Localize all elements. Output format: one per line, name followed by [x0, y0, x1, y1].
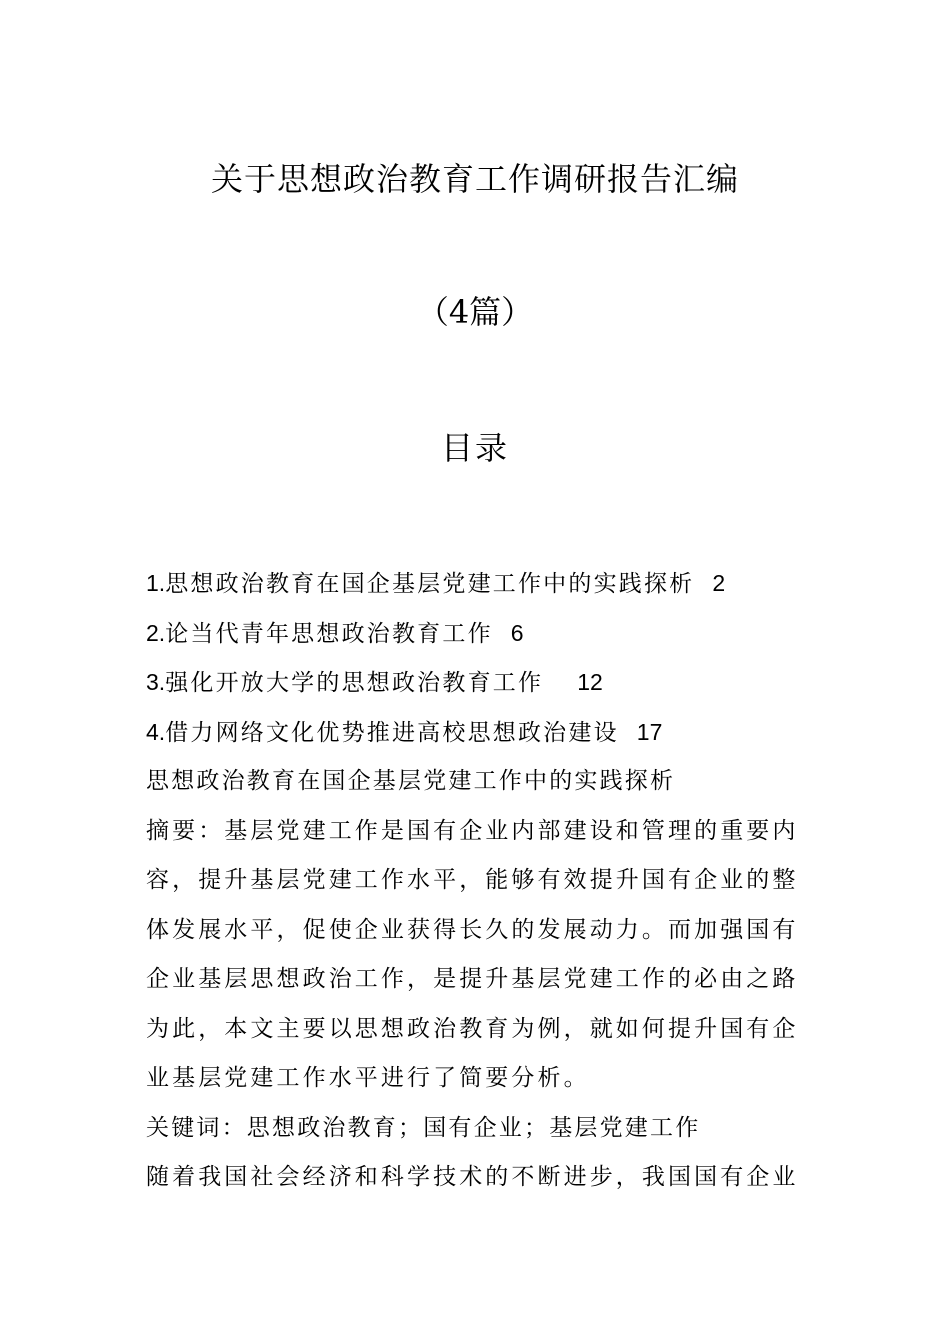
toc-entry-page: 17	[636, 718, 663, 745]
keywords-line: 关键词：思想政治教育；国有企业；基层党建工作	[146, 1114, 701, 1141]
document-subtitle: （4篇）	[416, 293, 534, 331]
toc-entry-page: 12	[577, 669, 603, 695]
toc-entry-number: 3.	[146, 669, 166, 695]
toc-entry-title: 强化开放大学的思想政治教育工作	[165, 670, 544, 696]
abstract-line: 企业基层思想政治工作，是提升基层党建工作的必由之路	[146, 966, 799, 992]
toc-entry-number: 4.	[146, 718, 166, 745]
toc-entry-title: 思想政治教育在国企基层党建工作中的实践探析	[165, 571, 695, 597]
abstract-line: 体发展水平，促使企业获得长久的发展动力。而加强国有	[146, 916, 799, 943]
document-body	[146, 559, 816, 1203]
abstract-line: 摘要：基层党建工作是国有企业内部建设和管理的重要内	[146, 817, 799, 844]
toc-entry-page: 6	[510, 619, 524, 646]
abstract-line: 为此，本文主要以思想政治教育为例，就如何提升国有企	[146, 1015, 799, 1042]
toc-entry-3[interactable]	[146, 658, 816, 708]
abstract-line: 容，提升基层党建工作水平，能够有效提升国有企业的整	[146, 867, 799, 893]
document-title: 关于思想政治教育工作调研报告汇编	[210, 160, 739, 198]
toc-entry-title: 论当代青年思想政治教育工作	[165, 620, 493, 647]
toc-heading: 目录	[440, 429, 509, 467]
toc-entry-page: 2	[712, 570, 726, 596]
body-paragraph-line: 随着我国社会经济和科学技术的不断进步，我国国有企业	[146, 1164, 799, 1190]
abstract-line: 业基层党建工作水平进行了简要分析。	[146, 1065, 590, 1091]
toc-entry-number: 1.	[146, 570, 166, 596]
toc-entry-1[interactable]	[146, 559, 816, 609]
toc-entry-title: 借力网络文化优势推进高校思想政治建设	[165, 719, 619, 746]
toc-entry-4[interactable]	[146, 708, 816, 758]
toc-entry-number: 2.	[146, 619, 166, 646]
article-heading: 思想政治教育在国企基层党建工作中的实践探析	[146, 768, 676, 794]
toc-entry-2[interactable]	[146, 609, 816, 659]
